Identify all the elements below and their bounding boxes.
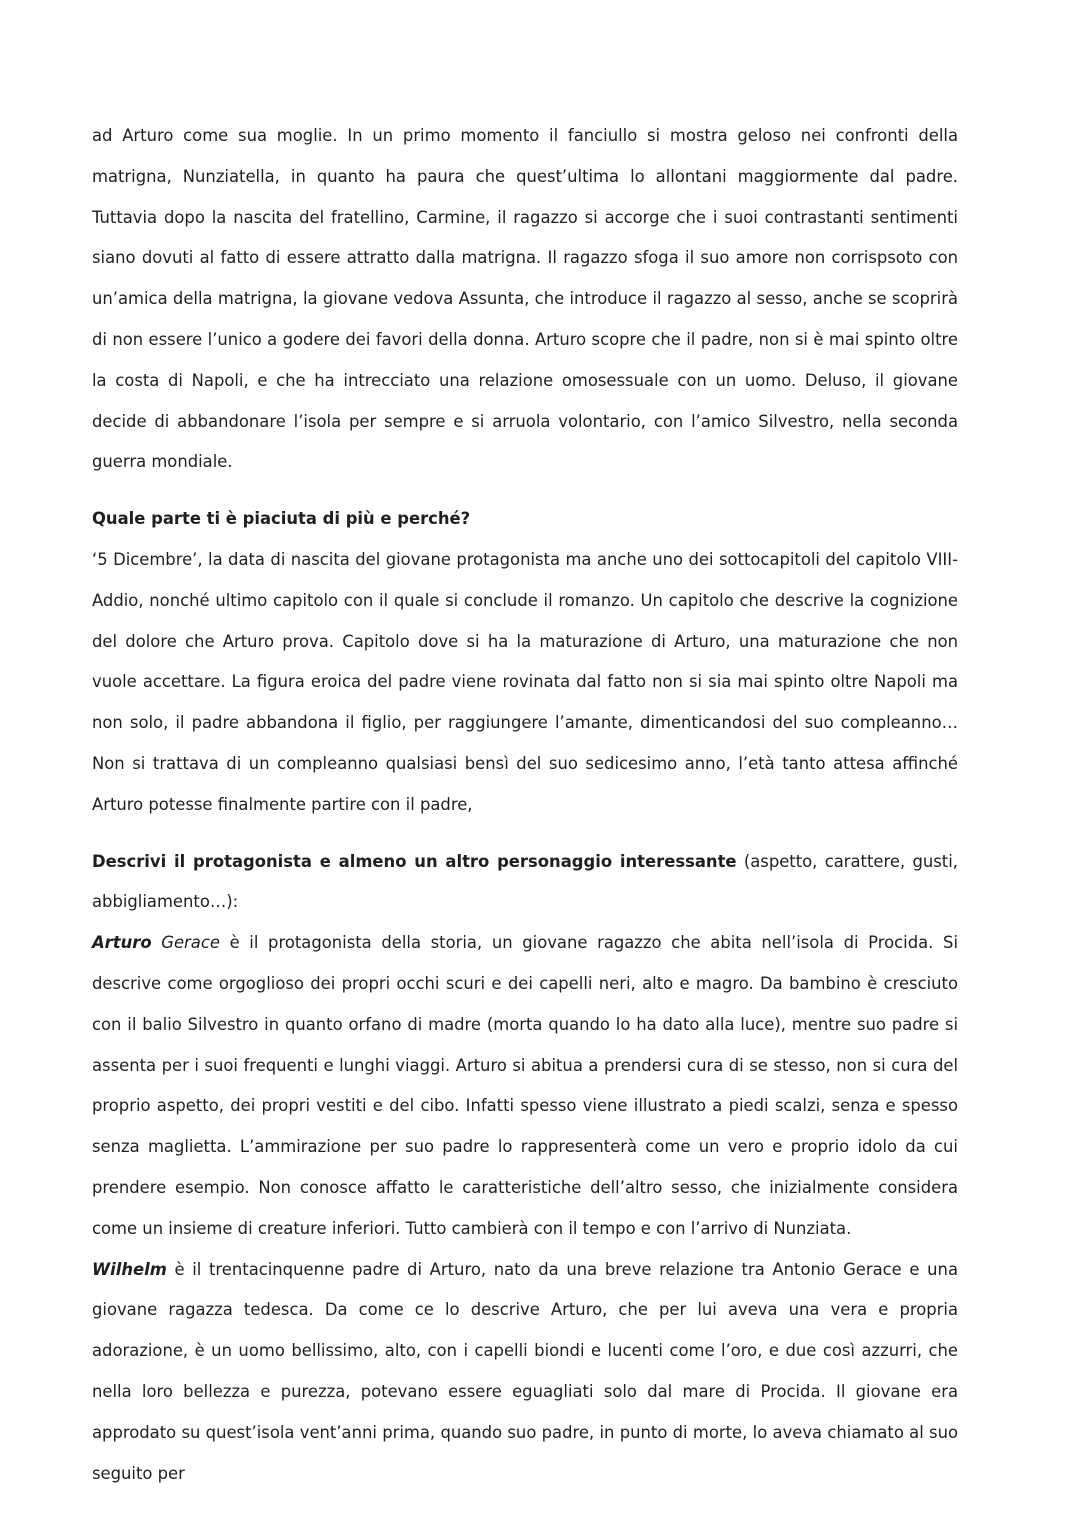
- wilhelm-text: è il trentacinquenne padre di Arturo, nato da una breve relazione tra Antonio Gerace e una giovane ragazza tedesca. Da come ce lo descrive Arturo, che per lui aveva una vera e propria adorazione, è un uomo bellissimo, alto, con i capelli biondi e lucenti come l’oro, e due così azzurri, che nella loro bellezza e purezza, potevano essere eguagliati solo dal mare di Procida. Il giovane era approdato su quest’isola vent’anni prima, quando suo padre, in punto di morte, lo aveva chiamato al suo seguito per: [92, 1259, 958, 1483]
- arturo-text: è il protagonista della storia, un giovane ragazzo che abita nell’isola di Procida. Si descrive come orgoglioso dei propri occhi scuri e dei capelli neri, alto e magro. Da bambino è cresciuto con il balio Silvestro in quanto orfano di madre (morta quando lo ha dato alla luce), mentre suo padre si assenta per i suoi frequenti e lunghi viaggi. Arturo si abitua a prendersi cura di se stesso, non si cura del proprio aspetto, dei propri vestiti e del cibo. Infatti spesso viene illustrato a piedi scalzi, senza e spesso senza maglietta. L’ammirazione per suo padre lo rappresenterà come un vero e proprio idolo da cui prendere esempio. Non conosce affatto le caratteristiche dell’altro sesso, che inizialmente considera come un insieme di creature inferiori. Tutto cambierà con il tempo e con l’arrivo di Nunziata.: [92, 933, 958, 1238]
- question-favorite-answer: ‘5 Dicembre’, la data di nascita del giovane protagonista ma anche uno dei sottocapitoli del capitolo VIII-Addio, nonché ultimo capitolo con il quale si conclude il romanzo. Un capitolo che descrive la cognizione del dolore che Arturo prova. Capitolo dove si ha la maturazione di Arturo, una maturazione che non vuole accettare. La figura eroica del padre viene rovinata dal fatto non si sia mai spinto oltre Napoli ma non solo, il padre abbandona il figlio, per raggiungere l’amante, dimenticandosi del suo compleanno… Non si trattava di un compleanno qualsiasi bensì del suo sedicesimo anno, l’età tanto attesa affinché Arturo potesse finalmente partire con il padre,: [92, 549, 958, 814]
- arturo-description: [92, 923, 958, 1249]
- arturo-name: Arturo: [92, 933, 152, 953]
- document-page: [92, 116, 958, 1494]
- arturo-surname: Gerace: [151, 933, 220, 953]
- question-favorite-heading: Quale parte ti è piaciuta di più e perché?: [92, 509, 471, 529]
- plot-paragraph: ad Arturo come sua moglie. In un primo momento il fanciullo si mostra geloso nei confronti della matrigna, Nunziatella, in quanto ha paura che quest’ultima lo allontani maggiormente dal padre. Tuttavia dopo la nascita del fratellino, Carmine, il ragazzo si accorge che i suoi contrastanti sentimenti siano dovuti al fatto di essere attratto dalla matrigna. Il ragazzo sfoga il suo amore non corrispsoto con un’amica della matrigna, la giovane vedova Assunta, che introduce il ragazzo al sesso, anche se scoprirà di non essere l’unico a godere dei favori della donna. Arturo scopre che il padre, non si è mai spinto oltre la costa di Napoli, e che ha intrecciato una relazione omosessuale con un uomo. Deluso, il giovane decide di abbandonare l’isola per sempre e si arruola volontario, con l’amico Silvestro, nella seconda guerra mondiale.: [92, 126, 958, 472]
- question-characters-heading: Descrivi il protagonista e almeno un altro personaggio interessante: [92, 851, 737, 871]
- wilhelm-name: Wilhelm: [92, 1259, 167, 1279]
- question-characters-suffix: (aspetto, carattere, gusti, abbigliamento…):: [92, 851, 958, 912]
- question-characters: [92, 842, 958, 924]
- wilhelm-description: [92, 1250, 958, 1495]
